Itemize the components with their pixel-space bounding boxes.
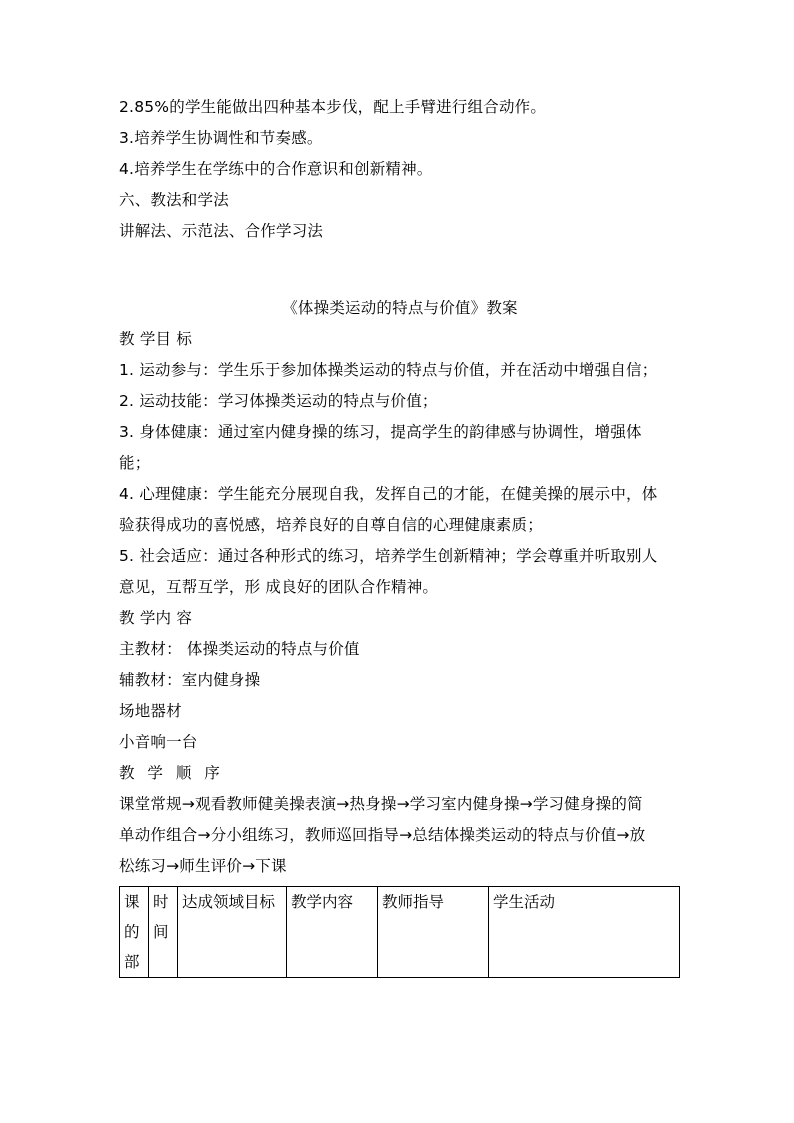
aux-material: 辅教材：室内健身操	[119, 671, 261, 689]
objective-line: 4. 心理健康：学生能充分展现自我，发挥自己的才能，在健美操的展示中，体	[119, 485, 658, 503]
objective-line: 意见，互帮互学，形 成良好的团队合作精神。	[119, 578, 439, 596]
header-cell-teacher: 教师指导	[378, 887, 489, 978]
goal-line-3: 3.培养学生协调性和节奏感。	[119, 129, 323, 147]
order-line: 课堂常规→观看教师健美操表演→热身操→学习室内健身操→学习健身操的简	[119, 795, 643, 813]
lesson-plan-table	[119, 886, 680, 978]
objective-line: 5. 社会适应：通过各种形式的练习，培养学生创新精神；学会尊重并听取别人	[119, 547, 658, 565]
objective-line: 能；	[119, 454, 151, 472]
venue-heading: 场地器材	[119, 702, 182, 720]
lesson-plan-title: 《体操类运动的特点与价值》教案	[282, 299, 518, 317]
header-cell-student: 学生活动	[489, 887, 680, 978]
methods-text: 讲解法、示范法、合作学习法	[119, 222, 324, 240]
objective-line: 1. 运动参与：学生乐于参加体操类运动的特点与价值，并在活动中增强自信；	[119, 361, 658, 379]
table-header-row	[120, 887, 680, 978]
content-heading: 教 学内 容	[119, 609, 193, 627]
order-line: 单动作组合→分小组练习，教师巡回指导→总结体操类运动的特点与价值→放	[119, 826, 646, 844]
order-line: 松练习→师生评价→下课	[119, 857, 287, 875]
header-cell-goals: 达成领域目标	[178, 887, 287, 978]
objectives-heading: 教 学目 标	[119, 330, 193, 348]
header-cell-section: 课的部	[120, 887, 149, 978]
objective-line: 3. 身体健康：通过室内健身操的练习，提高学生的韵律感与协调性，增强体	[119, 423, 642, 441]
venue-item: 小音响一台	[119, 733, 198, 751]
header-cell-time: 时间	[149, 887, 178, 978]
order-heading: 教 学 顺 序	[119, 764, 224, 782]
objective-line: 验获得成功的喜悦感，培养良好的自尊自信的心理健康素质；	[119, 516, 543, 534]
section-gap	[119, 247, 689, 293]
header-cell-content: 教学内容	[287, 887, 378, 978]
section-heading-methods: 六、教法和学法	[119, 191, 229, 209]
main-material: 主教材： 体操类运动的特点与价值	[119, 640, 360, 658]
objective-line: 2. 运动技能：学习体操类运动的特点与价值；	[119, 392, 438, 410]
goal-line-4: 4.培养学生在学练中的合作意识和创新精神。	[119, 160, 433, 178]
goal-line-2: 2.85%的学生能做出四种基本步伐，配上手臂进行组合动作。	[119, 98, 547, 116]
document-page	[119, 92, 689, 978]
